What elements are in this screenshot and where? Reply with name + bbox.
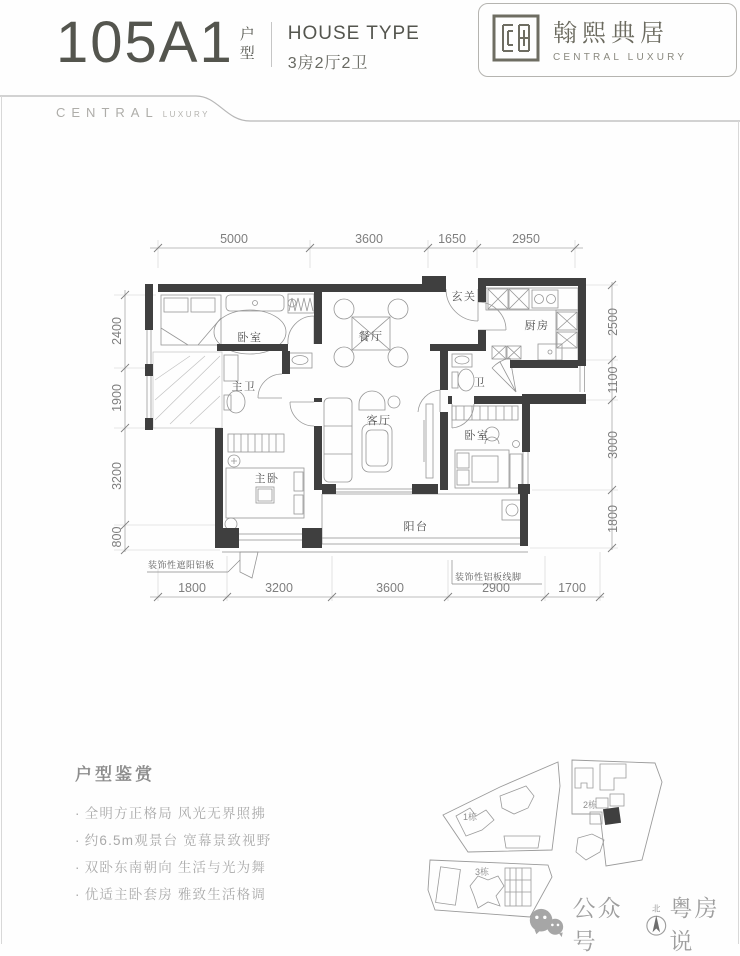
block-label-2: 2栋 (582, 800, 598, 810)
siteplan-highlighted-building (603, 807, 621, 825)
room-label-bedroom-right: 卧室 (464, 430, 490, 442)
dim-label: 2900 (482, 581, 510, 595)
watermark-name: 粤房说 (669, 895, 720, 954)
dim-label: 3600 (355, 232, 383, 246)
dim-label: 1800 (178, 581, 206, 595)
wechat-icon (527, 907, 565, 939)
room-label-bath: 卫 (473, 377, 487, 389)
feature-item (75, 805, 395, 823)
watermark (527, 890, 740, 956)
siteplan-buildings (436, 764, 626, 908)
features-block (75, 760, 395, 913)
room-label-master-bath: 主卫 (231, 381, 257, 393)
bullet: · (75, 860, 81, 875)
dim-label: 1650 (438, 232, 466, 246)
dim-label: 3200 (265, 581, 293, 595)
band-word-sub: LUXURY (162, 110, 210, 119)
dim-label: 3000 (606, 431, 620, 459)
unit-title-block (56, 12, 420, 74)
compass-north-icon (645, 902, 668, 940)
band-word-main: CENTRAL (56, 105, 159, 120)
brand-seal-icon (492, 14, 540, 62)
feature-text: 双卧东南朝向 生活与光为舞 (84, 860, 267, 875)
room-label-dining: 餐厅 (358, 331, 384, 343)
bullet: · (75, 806, 81, 821)
room-label-living: 客厅 (366, 415, 392, 427)
dim-label: 3600 (376, 581, 404, 595)
room-label-master-bedroom: 主卧 (254, 473, 280, 485)
bullet: · (75, 887, 81, 902)
plan-notes (147, 559, 542, 584)
brand-name-en: CENTRAL LUXURY (553, 52, 688, 63)
room-label-balcony: 阳台 (403, 521, 429, 533)
dim-label: 1800 (606, 505, 620, 533)
watermark-prefix: 公众号 (572, 895, 623, 954)
dim-label: 2500 (606, 308, 620, 336)
room-label-entry: 玄关 (451, 291, 477, 303)
dim-label: 1100 (606, 366, 620, 394)
block-label-3: 3栋 (474, 867, 490, 877)
feature-text: 约6.5m观景台 宽幕景致视野 (84, 833, 272, 848)
room-label-kitchen: 厨房 (524, 320, 550, 332)
block-label-1: 1栋 (462, 812, 478, 822)
dim-label: 1900 (110, 384, 124, 412)
dim-label: 3200 (110, 462, 124, 490)
feature-item (75, 832, 395, 850)
bullet: · (75, 833, 81, 848)
house-type-block (288, 23, 420, 73)
dim-label: 800 (110, 526, 124, 548)
unit-suffix-label: 户型 (239, 26, 256, 62)
room-labels (232, 289, 550, 533)
north-label: 北 (652, 903, 661, 914)
feature-text: 全明方正格局 风光无界照拂 (84, 806, 267, 821)
unit-number: 105A1 (56, 10, 234, 75)
note-left-aluminum-panel: 装饰性遮阳铝板 (148, 560, 215, 570)
brand-name-cn: 翰熙典居 (553, 20, 669, 47)
header-divider (271, 22, 272, 67)
house-type-rooms: 3房2厅2卫 (287, 55, 369, 72)
band-wordmark (56, 104, 210, 122)
floorplan (95, 225, 647, 617)
dim-label: 1700 (558, 581, 586, 595)
dim-label: 2950 (512, 232, 540, 246)
note-bottom-aluminum-trim: 装饰性铝板线脚 (455, 572, 522, 582)
feature-item (75, 859, 395, 877)
feature-text: 优适主卧套房 雅致生活格调 (84, 887, 267, 902)
feature-item (75, 886, 395, 904)
features-title: 户型鉴赏 (75, 765, 155, 784)
house-type-en: HOUSE TYPE (287, 23, 420, 44)
page-left-border (1, 96, 2, 944)
dim-label: 5000 (220, 232, 248, 246)
room-label-bedroom-top: 卧室 (237, 332, 263, 344)
brand-logo (492, 13, 687, 63)
dim-label: 2400 (110, 317, 124, 345)
